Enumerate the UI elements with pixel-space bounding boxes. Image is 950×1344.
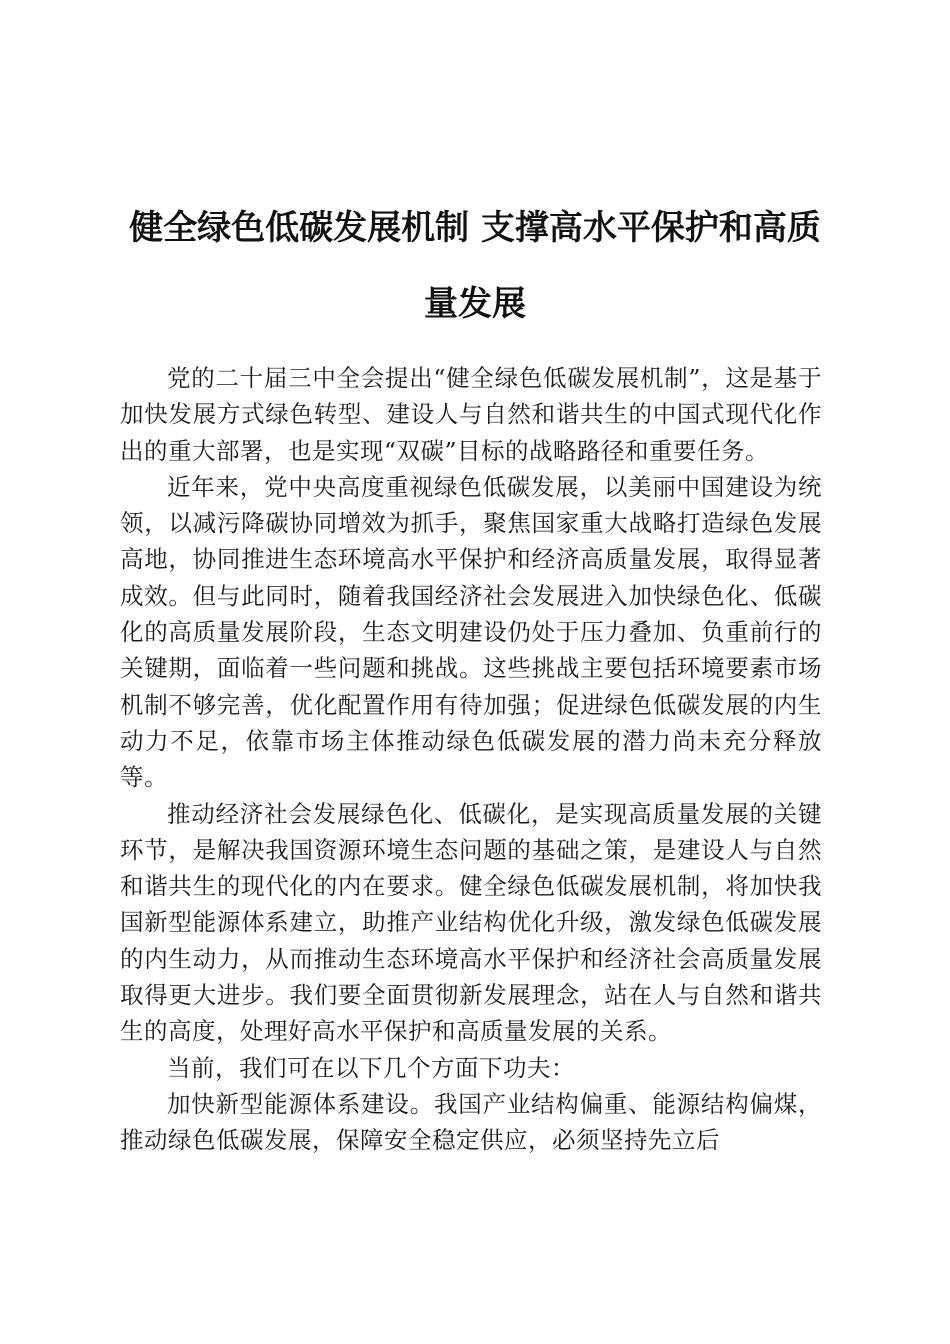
paragraph: 党的二十届三中全会提出“健全绿色低碳发展机制”，这是基于加快发展方式绿色转型、建设人与自然和谐共生的中国式现代化作出的重大部署，也是实现“双碳”目标的战略路径和重要任务。 bbox=[120, 364, 822, 465]
paragraph: 加快新型能源体系建设。我国产业结构偏重、能源结构偏煤，推动绿色低碳发展，保障安全稳定供应，必须坚持先立后 bbox=[120, 1089, 822, 1155]
paragraph: 当前，我们可在以下几个方面下功夫： bbox=[167, 1053, 575, 1082]
document-body bbox=[120, 360, 822, 1159]
paragraph: 近年来，党中央高度重视绿色低碳发展，以美丽中国建设为统领，以减污降碳协同增效为抓手，聚焦国家重大战略打造绿色发展高地，协同推进生态环境高水平保护和经济高质量发展，取得显著成效。但与此同时，随着我国经济社会发展进入加快绿色化、低碳化的高质量发展阶段，生态文明建设仍处于压力叠加、负重前行的关键期，面临着一些问题和挑战。这些挑战主要包括环境要素市场机制不够完善，优化配置作用有待加强；促进绿色低碳发展的内生动力不足，依靠市场主体推动绿色低碳发展的潜力尚未充分释放等。 bbox=[120, 472, 822, 792]
paragraph: 推动经济社会发展绿色化、低碳化，是实现高质量发展的关键环节，是解决我国资源环境生态问题的基础之策，是建设人与自然和谐共生的现代化的内在要求。健全绿色低碳发展机制，将加快我国新型能源体系建立，助推产业结构优化升级，激发绿色低碳发展的内生动力，从而推动生态环境高水平保护和经济社会高质量发展取得更大进步。我们要全面贯彻新发展理念，站在人与自然和谐共生的高度，处理好高水平保护和高质量发展的关系。 bbox=[120, 799, 822, 1046]
document-title: 健全绿色低碳发展机制 支撑高水平保护和高质量发展 bbox=[129, 208, 821, 324]
